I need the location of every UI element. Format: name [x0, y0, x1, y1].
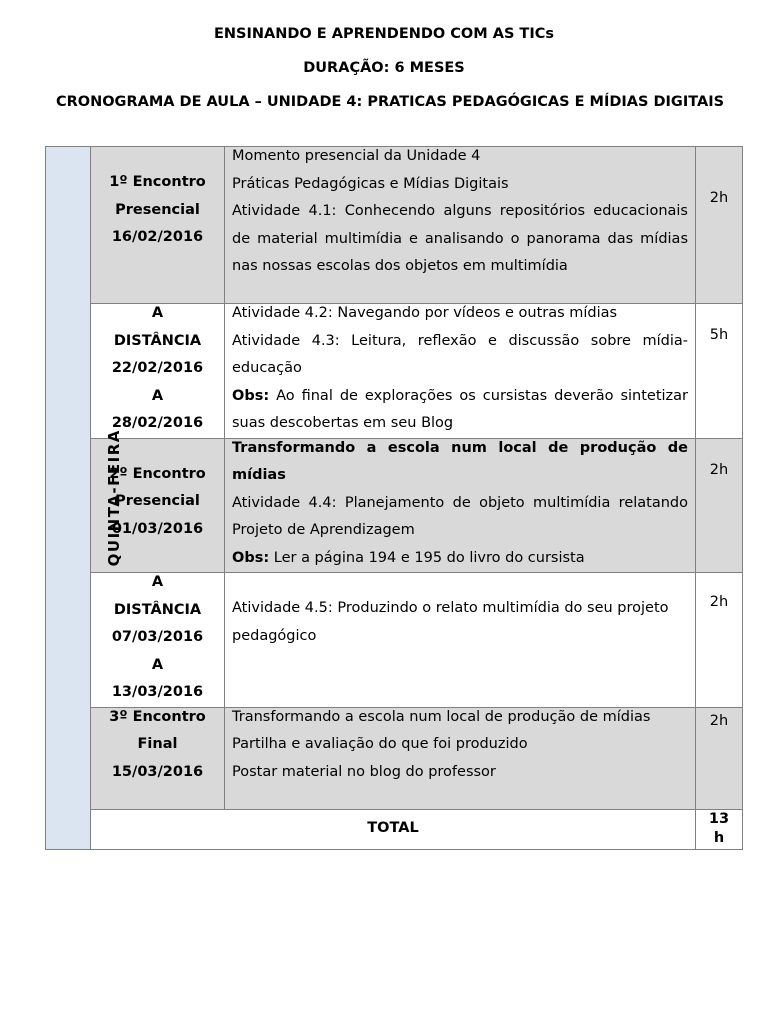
table-row [46, 147, 743, 304]
table-row [46, 438, 743, 573]
table-row [46, 304, 743, 439]
encounter-cell: A DISTÂNCIA 22/02/2016 A 28/02/2016 [91, 304, 225, 439]
encounter-cell: A DISTÂNCIA 07/03/2016 A 13/03/2016 [91, 573, 225, 708]
hours-cell: 2h [696, 707, 743, 809]
hours-cell: 2h [696, 573, 743, 708]
encounter-cell: 1º Encontro Presencial 16/02/2016 [91, 147, 225, 304]
activity-cell: Momento presencial da Unidade 4 Práticas Pedagógicas e Mídias Digitais Atividade 4.1: Conhecendo alguns repositórios educacionais de material multimídia e analisando o panorama das mídias nas nossas escolas dos objetos em multimídia [225, 147, 696, 304]
activity-cell: Transformando a escola num local de produção de mídias Atividade 4.4: Planejamento de objeto multimídia relatando Projeto de Aprendizagem Obs: Ler a página 194 e 195 do livro do cursista [225, 438, 696, 573]
activity-cell: Atividade 4.2: Navegando por vídeos e outras mídias Atividade 4.3: Leitura, reflexão e discussão sobre mídia-educação Obs: Ao final de explorações os cursistas deverão sintetizar suas descobertas em seu Blog [225, 304, 696, 439]
table-row [46, 707, 743, 809]
encounter-cell: 2º Encontro Presencial 01/03/2016 [91, 438, 225, 573]
table-row [46, 573, 743, 708]
hours-cell: 5h [696, 304, 743, 439]
weekday-cell [46, 147, 123, 850]
encounter-cell: 3º Encontro Final 15/03/2016 [91, 707, 225, 809]
weekday-label: QUINTA-FEIRA [104, 428, 123, 566]
hours-cell: 2h [696, 438, 743, 573]
total-label: TOTAL [91, 809, 696, 849]
activity-cell: Transformando a escola num local de produção de mídias Partilha e avaliação do que foi produzido Postar material no blog do professor [225, 707, 696, 809]
activity-cell: Atividade 4.5: Produzindo o relato multimídia do seu projeto pedagógico [225, 573, 696, 708]
schedule-table [45, 146, 743, 850]
duration-label: DURAÇÃO: 6 MESES [303, 60, 465, 76]
hours-cell: 2h [696, 147, 743, 304]
total-row [46, 809, 743, 849]
total-hours: 13 h [696, 809, 743, 849]
schedule-title: CRONOGRAMA DE AULA – UNIDADE 4: PRATICAS PEDAGÓGICAS E MÍDIAS DIGITAIS [55, 94, 725, 110]
document-title: ENSINANDO E APRENDENDO COM AS TICs [214, 26, 554, 42]
